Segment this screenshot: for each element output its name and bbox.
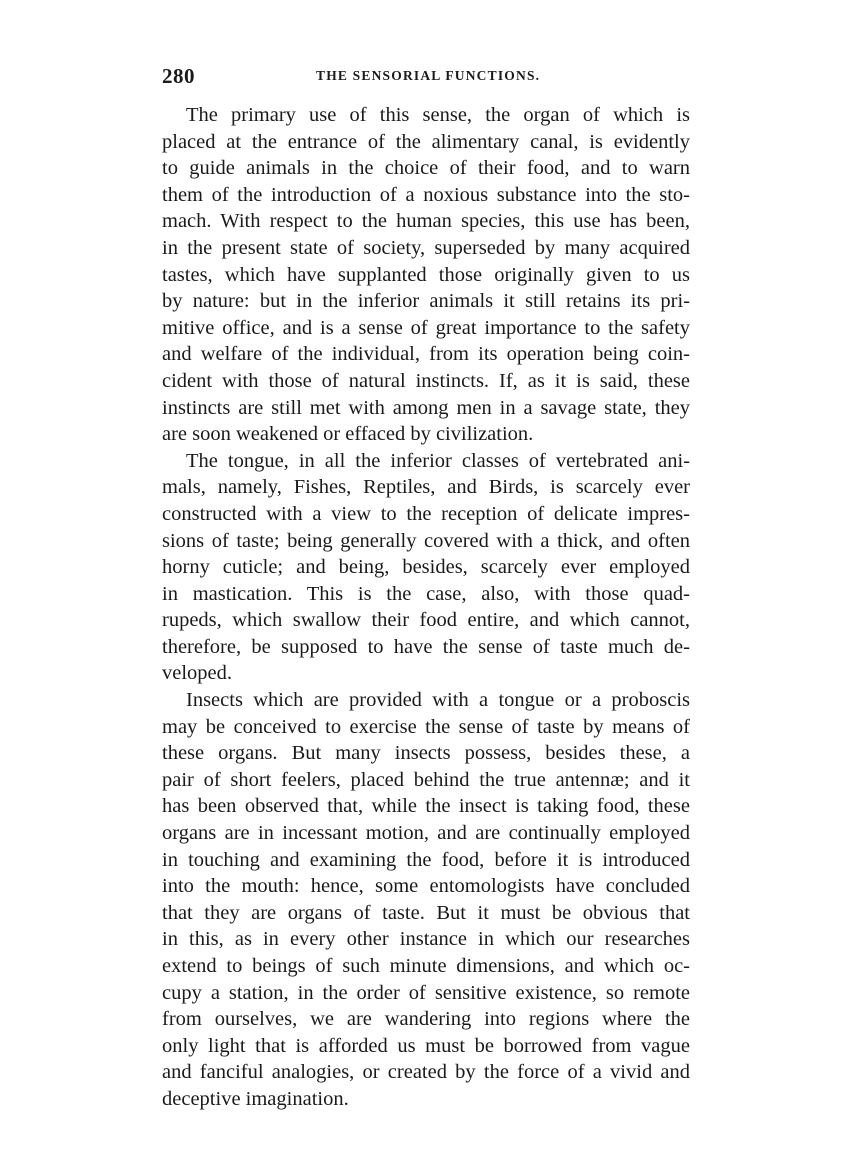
text-line: in touching and examining the food, before it is introduced bbox=[162, 848, 690, 871]
text-line: mach. With respect to the human species, this use has been, bbox=[162, 210, 690, 233]
text-line: has been observed that, while the insect is taking food, these bbox=[162, 795, 690, 818]
text-line: in this, as in every other instance in which our researches bbox=[162, 928, 690, 951]
text-line: and fanciful analogies, or created by the force of a vivid and bbox=[162, 1061, 690, 1084]
text-line: extend to beings of such minute dimensions, and which oc- bbox=[162, 955, 690, 977]
text-line: mitive office, and is a sense of great importance to the safety bbox=[162, 316, 690, 339]
text-line: cupy a station, in the order of sensitive existence, so remote bbox=[162, 981, 690, 1004]
text-line: The tongue, in all the inferior classes of vertebrated ani- bbox=[186, 449, 690, 472]
text-line: may be conceived to exercise the sense of taste by means of bbox=[162, 715, 690, 738]
paragraph-1 bbox=[162, 102, 690, 448]
running-head bbox=[162, 64, 686, 88]
text-line: veloped. bbox=[162, 662, 233, 685]
text-line: to guide animals in the choice of their food, and to warn bbox=[162, 157, 690, 180]
text-line: them of the introduction of a noxious substance into the sto- bbox=[162, 183, 690, 206]
paragraph-2 bbox=[162, 448, 690, 687]
running-title: THE SENSORIAL FUNCTIONS. bbox=[316, 68, 541, 83]
text-line: mals, namely, Fishes, Reptiles, and Birds, is scarcely ever bbox=[162, 476, 690, 499]
text-line: placed at the entrance of the alimentary canal, is evidently bbox=[162, 130, 690, 153]
text-line: deceptive imagination. bbox=[162, 1087, 349, 1110]
text-line: horny cuticle; and being, besides, scarcely ever employed bbox=[162, 556, 690, 579]
text-line: are soon weakened or effaced by civilization. bbox=[162, 423, 534, 446]
text-line: Insects which are provided with a tongue or a proboscis bbox=[186, 689, 690, 712]
text-line: that they are organs of taste. But it must be obvious that bbox=[162, 901, 690, 924]
text-line: by nature: but in the inferior animals it still retains its pri- bbox=[162, 290, 690, 313]
text-line: in the present state of society, superseded by many acquired bbox=[162, 236, 690, 259]
text-line: pair of short feelers, placed behind the true antennæ; and it bbox=[162, 768, 690, 791]
text-line: these organs. But many insects possess, besides these, a bbox=[162, 742, 690, 765]
text-line: from ourselves, we are wandering into regions where the bbox=[162, 1008, 690, 1031]
text-line: cident with those of natural instincts. If, as it is said, these bbox=[162, 369, 690, 392]
body-text bbox=[162, 102, 690, 1113]
text-line: in mastication. This is the case, also, with those quad- bbox=[162, 582, 690, 605]
text-line: and welfare of the individual, from its operation being coin- bbox=[162, 343, 690, 366]
text-line: rupeds, which swallow their food entire, and which cannot, bbox=[162, 609, 690, 632]
text-line: sions of taste; being generally covered with a thick, and often bbox=[162, 529, 690, 552]
text-line: only light that is afforded us must be borrowed from vague bbox=[162, 1034, 690, 1057]
text-line: into the mouth: hence, some entomologists have concluded bbox=[162, 875, 690, 898]
text-line: organs are in incessant motion, and are continually employed bbox=[162, 822, 690, 845]
text-line: tastes, which have supplanted those originally given to us bbox=[162, 263, 690, 286]
text-line: therefore, be supposed to have the sense of taste much de- bbox=[162, 635, 690, 658]
text-line: constructed with a view to the reception of delicate impres- bbox=[162, 502, 690, 525]
page-number: 280 bbox=[162, 64, 195, 88]
text-line: instincts are still met with among men in a savage state, they bbox=[162, 396, 690, 419]
paragraph-3 bbox=[162, 687, 690, 1113]
text-line: The primary use of this sense, the organ of which is bbox=[186, 104, 690, 126]
